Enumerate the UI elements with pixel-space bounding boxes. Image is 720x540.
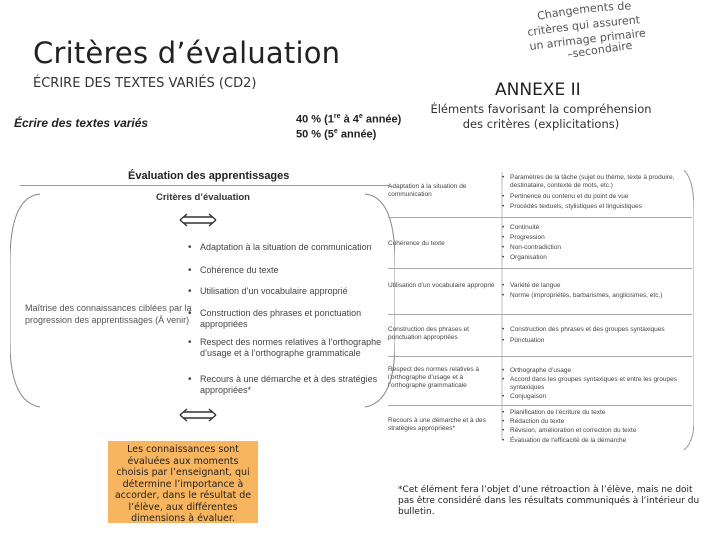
elements-caption [410,102,672,132]
table-row-label: Respect des normes relatives à l’orthographe d’usage et à l’orthographe grammaticale [388,366,480,389]
note-box: Les connaissances sont évaluées aux moments choisis par l’enseignant, qui détermine l’importance à accorder, dans le résultat de l’élève, aux différentes dimensions à évaluer. [108,441,258,523]
table-row-item: • Ponctuation [510,337,695,345]
maitrise-text: Maîtrise des connaissances ciblées par la progression des apprentissages (À venir) [25,303,192,325]
table-row-item: • Procédés textuels, stylistiques et linguistiques [510,203,695,211]
table-row-item: • Révision, amélioration et correction du texte [510,427,695,435]
table-row-item: • Norme (impropriétés, barbarismes, anglicismes, etc.) [510,292,695,300]
criterion-item: • Construction des phrases et ponctuation appropriées [200,308,390,330]
criteria-table-frame [384,170,694,450]
table-row-item: • Variété de langue [510,282,695,290]
percentage-1: 40 % (1re à 4e année) [296,113,402,126]
table-row-item: • Paramètres de la tâche (sujet ou thème, texte à produire, destinataire, contexte de mots, etc.) [510,174,695,190]
criteria-title: Critères d’évaluation [156,192,250,203]
evaluation-title: Évaluation des apprentissages [128,170,290,182]
annexe-heading: ANNEXE II [495,80,581,100]
table-row-item: • Conjugaison [510,393,695,401]
criterion-item: • Cohérence du texte [200,265,390,276]
table-row-item: • Organisation [510,254,695,262]
table-row-item: • Évaluation de l’efficacité de la démarche [510,437,695,445]
double-arrow-icon [178,212,218,228]
table-row-item: • Non-contradiction [510,244,695,252]
curved-line-3: un arrimage primaire [528,26,647,53]
criterion-item: • Respect des normes relatives à l’orthographe d’usage et à l’orthographe grammaticale [200,337,390,359]
table-row-item: • Rédaction du texte [510,418,695,426]
table-row-item: • Pertinence du contenu et du point de vue [510,193,695,201]
table-row-label: Construction des phrases et ponctuation appropriées [388,326,469,341]
table-row-item: • Orthographe d’usage [510,367,695,375]
curved-line-1: Changements de [536,0,632,23]
panel-heading: Écrire des textes variés [14,116,149,130]
table-row-label: Adaptation à la situation de communication [388,183,467,198]
curved-line-4: –secondaire [566,38,634,61]
curved-line-2: critères qui assurent [526,13,641,39]
table-divider [388,268,692,269]
elements-line-1: Éléments favorisant la compréhension [430,102,652,116]
criterion-item: • Utilisation d’un vocabulaire approprié [200,286,390,297]
percentage-2: 50 % (5e année) [296,128,377,141]
table-divider [388,314,692,315]
footnote: *Cet élément fera l’objet d’une rétroaction à l’élève, mais ne doit pas être considéré dans les résultats communiqués à l’intérieur du bulletin. [398,485,700,517]
elements-line-2: des critères (explicitations) [462,117,620,131]
evaluation-divider [20,185,390,186]
table-divider [388,217,692,218]
table-row-item: • Planification de l’écriture du texte [510,409,695,417]
table-row-item: • Continuité [510,224,695,232]
table-divider [388,356,692,357]
criterion-item: • Recours à une démarche et à des stratégies appropriées* [200,374,390,396]
table-row-label: Cohérence du texte [388,240,445,247]
criterion-item: • Adaptation à la situation de communication [200,242,390,253]
table-row-item: • Accord dans les groupes syntaxiques et entre les groupes syntaxiques [510,376,695,392]
table-divider [388,405,692,406]
table-row-label: Utilisation d’un vocabulaire approprié [388,282,495,289]
page-title: Critères d’évaluation [33,36,341,70]
page-subtitle: ÉCRIRE DES TEXTES VARIÉS (CD2) [33,76,257,91]
curved-annotation [518,0,718,70]
double-arrow-icon [178,407,218,423]
table-row-item: • Construction des phrases et des groupes syntaxiques [510,326,695,334]
table-row-item: • Progression [510,234,695,242]
table-row-label: Recours à une démarche et à des stratégies appropriées* [388,417,486,432]
